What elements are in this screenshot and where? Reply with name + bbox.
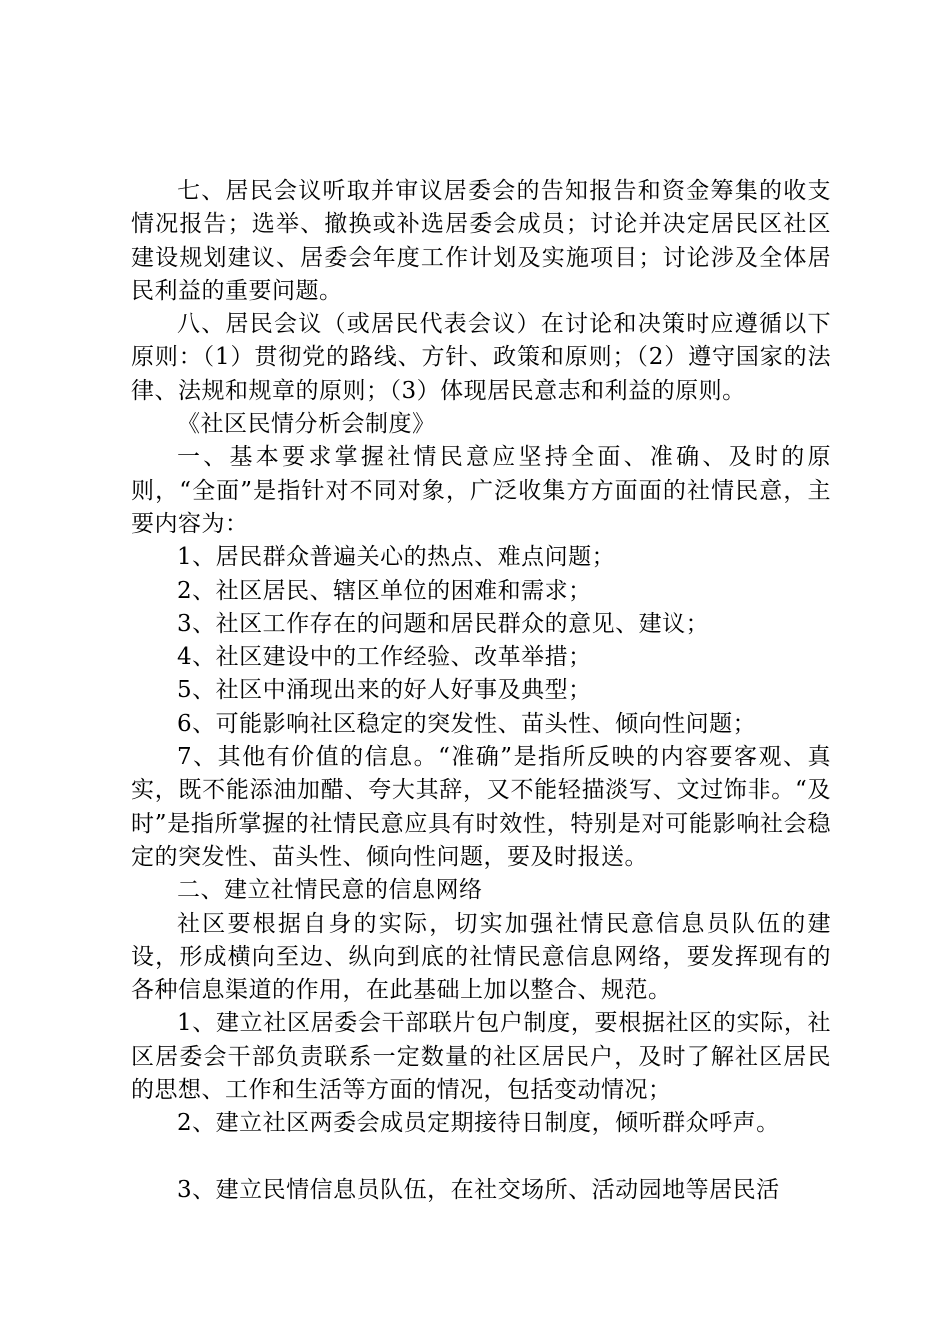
paragraph-network: 社区要根据自身的实际，切实加强社情民意信息员队伍的建设，形成横向至边、纵向到底的社情民意信息网络，要发挥现有的各种信息渠道的作用，在此基础上加以整合、规范。 bbox=[131, 910, 831, 1004]
paragraph-basic-requirements: 一、基本要求掌握社情民意应坚持全面、准确、及时的原则，“全面”是指针对不同对象，广泛收集方方面面的社情民意，主要内容为： bbox=[131, 444, 831, 537]
section-heading: 二、建立社情民意的信息网络 bbox=[177, 877, 483, 904]
list-item: 3、社区工作存在的问题和居民群众的意见、建议； bbox=[177, 610, 710, 637]
list-item: 7、其他有价值的信息。“准确”是指所反映的内容要客观、真实，既不能添油加醋、夸大其辞，又不能轻描淡写、文过饰非。“及时”是指所掌握的社情民意应具有时效性，特别是对可能影响社会稳定的突发性、苗头性、倾向性问题，要及时报送。 bbox=[131, 744, 831, 870]
paragraph-7: 七、居民会议听取并审议居委会的告知报告和资金筹集的收支情况报告；选举、撤换或补选居委会成员；讨论并决定居民区社区建设规划建议、居委会年度工作计划及实施项目；讨论涉及全体居民利益的重要问题。 bbox=[131, 178, 831, 304]
list-item: 3、建立民情信息员队伍，在社交场所、活动园地等居民活 bbox=[177, 1176, 780, 1203]
list-item: 5、社区中涌现出来的好人好事及典型； bbox=[177, 677, 592, 704]
document-body bbox=[131, 175, 831, 1207]
list-item: 4、社区建设中的工作经验、改革举措； bbox=[177, 644, 592, 671]
list-item: 2、社区居民、辖区单位的困难和需求； bbox=[177, 577, 592, 604]
section-title: 《社区民情分析会制度》 bbox=[177, 411, 436, 438]
list-item: 6、可能影响社区稳定的突发性、苗头性、倾向性问题； bbox=[177, 710, 757, 737]
list-item: 1、建立社区居委会干部联片包户制度，要根据社区的实际，社区居委会干部负责联系一定数量的社区居民户，及时了解社区居民的思想、工作和生活等方面的情况，包括变动情况； bbox=[131, 1010, 831, 1104]
list-item: 2、建立社区两委会成员定期接待日制度，倾听群众呼声。 bbox=[177, 1110, 780, 1137]
paragraph-8: 八、居民会议（或居民代表会议）在讨论和决策时应遵循以下原则：（1）贯彻党的路线、方针、政策和原则；（2）遵守国家的法律、法规和规章的原则；（3）体现居民意志和利益的原则。 bbox=[131, 311, 831, 404]
list-item: 1、居民群众普遍关心的热点、难点问题； bbox=[177, 544, 616, 571]
